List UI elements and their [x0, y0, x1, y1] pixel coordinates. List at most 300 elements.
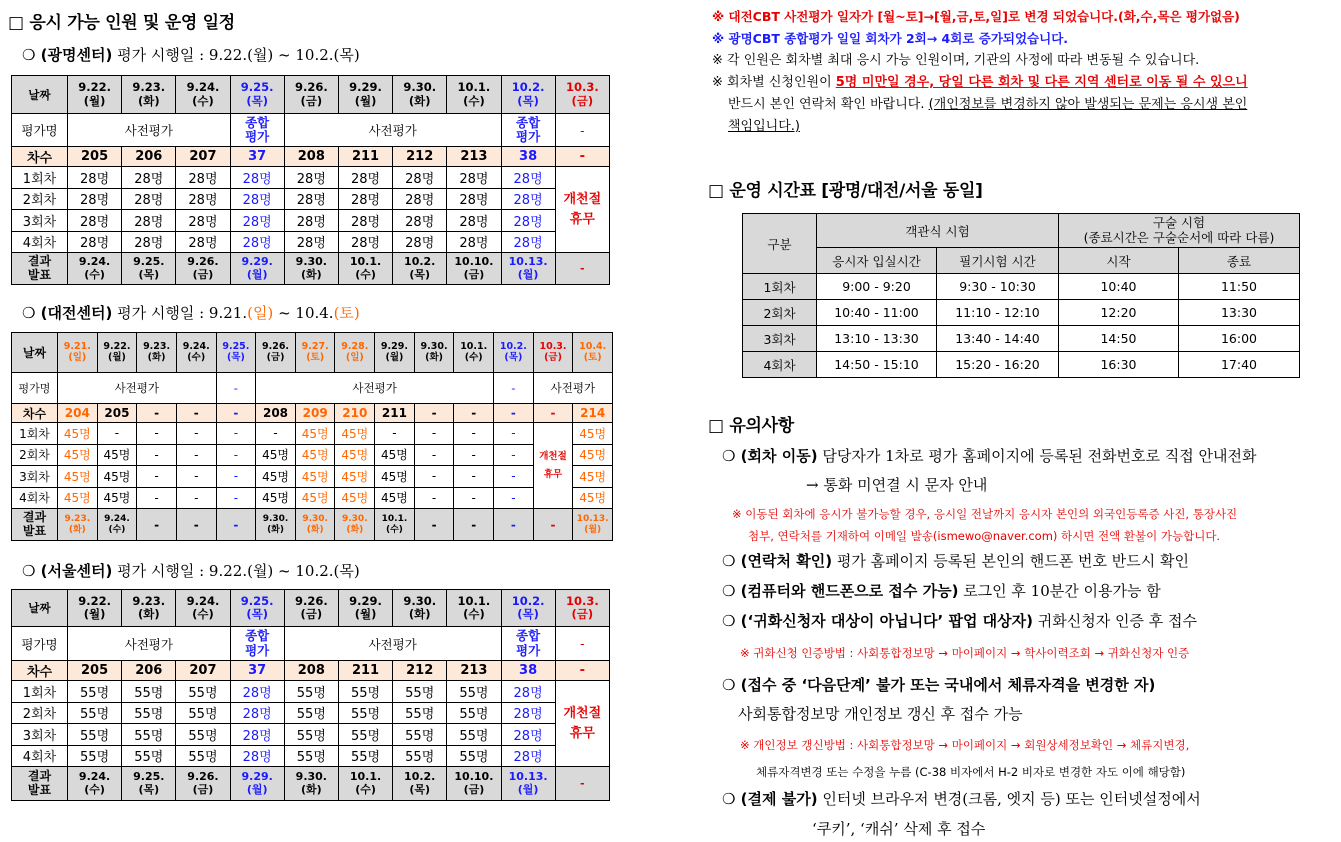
cap-cell: - — [216, 423, 256, 445]
result-cell: 9.26. (금) — [176, 767, 230, 801]
round-cell: 212 — [393, 661, 447, 681]
daejeon-heading — [22, 302, 360, 323]
caution-update-note-2: 체류자격변경 또는 수정을 누름 (C-38 비자에서 H-2 비자로 변경한 자도 이에 해당함) — [756, 765, 1186, 779]
cap-cell: 55명 — [68, 681, 122, 703]
cap-cell: 55명 — [176, 681, 230, 703]
cap-cell: 28명 — [230, 724, 284, 746]
date-cell: 9.29. (월) — [375, 333, 415, 373]
pre-eval-cell: 사전평가 — [58, 373, 217, 404]
ops-cell: 17:40 — [1179, 352, 1300, 378]
round-row — [12, 661, 610, 681]
ops-cell: 4회차 — [743, 352, 817, 378]
cap-cell: - — [176, 444, 216, 466]
date-cell: 10.3. (금) — [533, 333, 573, 373]
eval-name-label: 평가명 — [12, 627, 68, 661]
round-cell: 211 — [338, 661, 392, 681]
cap-cell: 55명 — [122, 745, 176, 767]
cap-cell: 28명 — [338, 167, 392, 189]
caution-item-contact: ❍ (연락처 확인) 평가 홈페이지 등록된 본인의 핸드폰 번호 반드시 확인 — [722, 552, 1189, 570]
ops-cell: 15:20 - 16:20 — [937, 352, 1059, 378]
cap-cell: - — [414, 423, 454, 445]
cap-cell: 45명 — [573, 444, 613, 466]
seoul-period: 평가 시행일 : 9.22.(월) ~ 10.2.(목) — [112, 562, 360, 580]
seoul-schedule-table — [11, 589, 610, 801]
date-cell: 9.30. (화) — [393, 590, 447, 627]
comp-eval-cell: 종합 평가 — [230, 114, 284, 147]
ops-cell: 12:20 — [1059, 300, 1179, 326]
date-cell: 9.25. (목) — [230, 590, 284, 627]
date-cell: 9.24. (수) — [176, 76, 230, 114]
ops-row — [743, 274, 1300, 300]
session-row — [12, 466, 613, 488]
session-label: 2회차 — [12, 444, 58, 466]
cap-cell: 28명 — [501, 745, 555, 767]
date-cell: 9.22. (월) — [97, 333, 137, 373]
cap-cell: 45명 — [58, 444, 98, 466]
cap-cell: 28명 — [284, 210, 338, 232]
date-label: 날짜 — [12, 333, 58, 373]
cap-cell: 45명 — [375, 487, 415, 509]
cap-cell: 55명 — [393, 702, 447, 724]
session-label: 2회차 — [12, 188, 68, 210]
round-cell: - — [494, 404, 534, 423]
session-label: 3회차 — [12, 210, 68, 232]
round-cell: 213 — [447, 147, 501, 167]
dash-cell: - — [555, 627, 609, 661]
cap-cell: - — [375, 423, 415, 445]
notice-move: ※ 회차별 신청인원이 5명 미만일 경우, 당일 다른 회차 및 다른 지역 센터로 이동 될 수 있으니 — [712, 75, 1248, 90]
result-cell: 9.24. (수) — [68, 253, 122, 285]
result-cell: 9.29. (월) — [230, 253, 284, 285]
cap-cell: 45명 — [97, 487, 137, 509]
session-label: 1회차 — [12, 167, 68, 189]
cap-cell: 45명 — [335, 466, 375, 488]
date-cell: 10.2. (목) — [494, 333, 534, 373]
cap-cell: 55명 — [284, 745, 338, 767]
ops-cell: 13:30 — [1179, 300, 1300, 326]
result-cell: 9.24. (수) — [97, 509, 137, 541]
cap-cell: - — [414, 466, 454, 488]
round-cell: 213 — [447, 661, 501, 681]
ops-cell: 13:10 - 13:30 — [817, 326, 937, 352]
cap-cell: 55명 — [176, 702, 230, 724]
round-cell: - — [137, 404, 177, 423]
cap-cell: 55명 — [68, 702, 122, 724]
ops-cell: 14:50 - 15:10 — [817, 352, 937, 378]
result-cell: 10.1. (수) — [375, 509, 415, 541]
ops-row — [743, 326, 1300, 352]
cap-cell: 28명 — [338, 231, 392, 253]
cap-cell: 28명 — [176, 231, 230, 253]
ops-cell: 14:50 — [1059, 326, 1179, 352]
date-cell: 9.22. (월) — [68, 590, 122, 627]
cap-cell: 28명 — [393, 167, 447, 189]
cap-cell: - — [176, 487, 216, 509]
cap-cell: - — [454, 444, 494, 466]
ops-col: 종료 — [1179, 248, 1300, 274]
cap-cell: 28명 — [501, 188, 555, 210]
ops-cell: 3회차 — [743, 326, 817, 352]
cap-cell: - — [216, 444, 256, 466]
cap-cell: 28명 — [284, 167, 338, 189]
cap-cell: 28명 — [393, 210, 447, 232]
cap-cell: - — [137, 444, 177, 466]
cap-cell: 28명 — [501, 681, 555, 703]
cap-cell: 28명 — [501, 210, 555, 232]
caution-item-device: ❍ (컴퓨터와 핸드폰으로 접수 가능) 로그인 후 10분간 이용가능 함 — [722, 582, 1161, 600]
session-label: 3회차 — [12, 724, 68, 746]
ops-cell: 16:00 — [1179, 326, 1300, 352]
session-label: 4회차 — [12, 487, 58, 509]
cap-cell: 28명 — [393, 188, 447, 210]
dash-cell: - — [555, 114, 609, 147]
cap-cell: 28명 — [230, 745, 284, 767]
round-cell: 207 — [176, 661, 230, 681]
date-label: 날짜 — [12, 76, 68, 114]
round-cell: 37 — [230, 661, 284, 681]
cap-cell: - — [454, 466, 494, 488]
cap-cell: 55명 — [176, 724, 230, 746]
ops-cell: 11:10 - 12:10 — [937, 300, 1059, 326]
cap-cell: 45명 — [256, 487, 296, 509]
result-cell: 9.25. (목) — [122, 767, 176, 801]
result-cell: 10.13. (월) — [501, 253, 555, 285]
pre-eval-cell: 사전평가 — [68, 627, 231, 661]
session-row — [12, 724, 610, 746]
round-cell: - — [454, 404, 494, 423]
cap-cell: 45명 — [58, 466, 98, 488]
date-cell: 9.24. (수) — [176, 590, 230, 627]
date-cell: 10.1. (수) — [447, 76, 501, 114]
date-cell: 9.21. (일) — [58, 333, 98, 373]
comp-eval-cell: 종합 평가 — [501, 114, 555, 147]
round-cell: 211 — [375, 404, 415, 423]
session-row — [12, 423, 613, 445]
caution-refund-note-2: 첨부, 연락처를 기재하여 이메일 발송(ismewo@naver.com) 하시면 전액 환불이 가능합니다. — [748, 529, 1221, 543]
round-cell: 208 — [284, 147, 338, 167]
cap-cell: 28명 — [68, 210, 122, 232]
daejeon-period-c: ~ 10.4. — [273, 304, 334, 322]
session-row — [12, 702, 610, 724]
date-cell: 10.3. (금) — [555, 590, 609, 627]
cap-cell: 55명 — [338, 702, 392, 724]
cap-cell: 28명 — [284, 188, 338, 210]
date-cell: 9.23. (화) — [122, 76, 176, 114]
cap-cell: - — [216, 487, 256, 509]
ops-row — [743, 352, 1300, 378]
pre-eval-cell: 사전평가 — [284, 627, 501, 661]
date-cell: 9.23. (화) — [137, 333, 177, 373]
cap-cell: 55명 — [122, 702, 176, 724]
cap-cell: 28명 — [230, 167, 284, 189]
caution-item-move: ❍ (회차 이동) 담당자가 1차로 평가 홈페이지에 등록된 전화번호로 직접 안내전화 — [722, 447, 1257, 465]
cap-cell: - — [216, 466, 256, 488]
result-cell: 9.30. (화) — [284, 253, 338, 285]
eval-name-row — [12, 627, 610, 661]
round-label: 차수 — [12, 404, 58, 423]
ops-subheader-row — [743, 248, 1300, 274]
ops-col: 응시자 입실시간 — [817, 248, 937, 274]
round-cell: 205 — [68, 147, 122, 167]
ops-col: 시작 — [1059, 248, 1179, 274]
date-cell: 9.22. (월) — [68, 76, 122, 114]
date-cell: 9.27. (토) — [295, 333, 335, 373]
cap-cell: 28명 — [122, 210, 176, 232]
round-cell: - — [555, 147, 609, 167]
cap-cell: 55명 — [284, 681, 338, 703]
gwangmyeong-heading — [22, 44, 360, 65]
session-label: 3회차 — [12, 466, 58, 488]
session-label: 4회차 — [12, 231, 68, 253]
cap-cell: - — [137, 466, 177, 488]
cap-cell: 55명 — [393, 745, 447, 767]
cap-cell: 55명 — [284, 724, 338, 746]
ops-cell: 2회차 — [743, 300, 817, 326]
cap-cell: 28명 — [447, 210, 501, 232]
ops-gubun: 구분 — [743, 214, 817, 274]
result-cell: 9.26. (금) — [176, 253, 230, 285]
round-label: 차수 — [12, 147, 68, 167]
date-cell: 9.24. (수) — [176, 333, 216, 373]
round-cell: 37 — [230, 147, 284, 167]
cap-cell: 28명 — [230, 210, 284, 232]
round-cell: 204 — [58, 404, 98, 423]
cap-cell: 45명 — [573, 487, 613, 509]
result-cell: - — [494, 509, 534, 541]
cap-cell: 28명 — [501, 167, 555, 189]
cap-cell: - — [137, 487, 177, 509]
result-cell: - — [555, 253, 609, 285]
session-row — [12, 210, 610, 232]
ops-row — [743, 300, 1300, 326]
result-cell: - — [137, 509, 177, 541]
result-cell: - — [414, 509, 454, 541]
ops-cell: 9:00 - 9:20 — [817, 274, 937, 300]
date-row — [12, 333, 613, 373]
result-cell: 9.30. (화) — [295, 509, 335, 541]
cap-cell: - — [256, 423, 296, 445]
round-cell: - — [533, 404, 573, 423]
cap-cell: 28명 — [176, 210, 230, 232]
cap-cell: 28명 — [122, 167, 176, 189]
cap-cell: 28명 — [284, 231, 338, 253]
cap-cell: 45명 — [335, 487, 375, 509]
date-cell: 9.25. (목) — [230, 76, 284, 114]
cap-cell: - — [414, 444, 454, 466]
session-row — [12, 487, 613, 509]
cap-cell: 28명 — [122, 188, 176, 210]
cap-cell: 28명 — [447, 167, 501, 189]
result-cell: 10.10. (금) — [447, 767, 501, 801]
notice-block — [712, 6, 1248, 138]
result-cell: 10.13. (월) — [573, 509, 613, 541]
cap-cell: - — [494, 444, 534, 466]
cap-cell: 28명 — [338, 210, 392, 232]
result-cell: 9.30. (화) — [284, 767, 338, 801]
caution-item-payment-sub: ‘쿠키’, ‘캐쉬’ 삭제 후 접수 — [812, 820, 986, 838]
session-row — [12, 444, 613, 466]
date-cell: 9.30. (화) — [393, 76, 447, 114]
cap-cell: 28명 — [501, 231, 555, 253]
cap-cell: 55명 — [447, 745, 501, 767]
session-row — [12, 188, 610, 210]
seoul-label: ❍ (서울센터) — [22, 562, 113, 580]
cap-cell: 55명 — [68, 724, 122, 746]
comp-eval-cell: 종합 평가 — [230, 627, 284, 661]
cap-cell: 45명 — [375, 444, 415, 466]
cap-cell: 45명 — [335, 423, 375, 445]
caution-title: □ 유의사항 — [708, 416, 794, 436]
result-label: 결과 발표 — [12, 253, 68, 285]
round-cell: 207 — [176, 147, 230, 167]
cap-cell: 45명 — [335, 444, 375, 466]
round-row — [12, 147, 610, 167]
result-cell: 10.2. (목) — [393, 253, 447, 285]
gwangmyeong-schedule-table — [11, 75, 610, 285]
cap-cell: - — [454, 487, 494, 509]
result-cell: - — [216, 509, 256, 541]
cap-cell: 28명 — [393, 231, 447, 253]
result-cell: 9.25. (목) — [122, 253, 176, 285]
result-cell: 10.1. (수) — [338, 253, 392, 285]
cap-cell: 45명 — [375, 466, 415, 488]
caution-item-payment: ❍ (결제 불가) 인터넷 브라우저 변경(크롬, 엣지 등) 또는 인터넷설정에서 — [722, 790, 1201, 808]
cap-cell: 45명 — [573, 466, 613, 488]
page-title: □ 응시 가능 인원 및 운영 일정 — [8, 13, 235, 33]
ops-title: □ 운영 시간표 [광명/대전/서울 동일] — [708, 181, 983, 201]
date-label: 날짜 — [12, 590, 68, 627]
notice-responsibility: 책임입니다.) — [728, 119, 800, 134]
round-cell: - — [216, 404, 256, 423]
pre-eval-cell: 사전평가 — [284, 114, 501, 147]
round-row — [12, 404, 613, 423]
round-cell: 210 — [335, 404, 375, 423]
cap-cell: 55명 — [447, 724, 501, 746]
date-cell: 10.1. (수) — [454, 333, 494, 373]
caution-item-next-step-sub: 사회통합정보망 개인정보 갱신 후 접수 가능 — [738, 705, 1023, 723]
cap-cell: 28명 — [68, 167, 122, 189]
caution-item-move-sub: → 통화 미연결 시 문자 안내 — [806, 476, 988, 494]
round-cell: 214 — [573, 404, 613, 423]
daejeon-schedule-table — [11, 332, 613, 541]
cap-cell: 28명 — [501, 724, 555, 746]
seoul-heading — [22, 560, 360, 581]
date-row — [12, 76, 610, 114]
date-cell: 9.29. (월) — [338, 590, 392, 627]
result-cell: 9.24. (수) — [68, 767, 122, 801]
round-cell: 208 — [284, 661, 338, 681]
result-cell: 10.2. (목) — [393, 767, 447, 801]
cap-cell: 45명 — [97, 444, 137, 466]
cap-cell: 28명 — [176, 188, 230, 210]
eval-name-label: 평가명 — [12, 373, 58, 404]
caution-naturalization-note: ※ 귀화신청 인증방법 : 사회통합정보망 → 마이페이지 → 학사이력조회 → 귀화신청자 인증 — [740, 646, 1190, 660]
gwangmyeong-period: 평가 시행일 : 9.22.(월) ~ 10.2.(목) — [112, 46, 360, 64]
result-cell: 9.23. (화) — [58, 509, 98, 541]
cap-cell: 28명 — [338, 188, 392, 210]
session-label: 1회차 — [12, 681, 68, 703]
caution-item-naturalization: ❍ (‘귀화신청자 대상이 아닙니다’ 팝업 대상자) 귀화신청자 인증 후 접수 — [722, 612, 1197, 630]
result-cell: 9.29. (월) — [230, 767, 284, 801]
date-cell: 9.23. (화) — [122, 590, 176, 627]
result-cell: 10.10. (금) — [447, 253, 501, 285]
cap-cell: 55명 — [338, 681, 392, 703]
cap-cell: 55명 — [122, 724, 176, 746]
round-cell: - — [555, 661, 609, 681]
pre-eval-cell: 사전평가 — [68, 114, 231, 147]
date-cell: 9.26. (금) — [284, 76, 338, 114]
round-cell: 206 — [122, 147, 176, 167]
date-cell: 9.29. (월) — [338, 76, 392, 114]
cap-cell: - — [176, 423, 216, 445]
caution-item-next-step: ❍ (접수 중 ‘다음단계’ 불가 또는 국내에서 체류자격을 변경한 자) — [722, 676, 1156, 694]
pre-eval-cell: 사전평가 — [533, 373, 612, 404]
result-label: 결과 발표 — [12, 509, 58, 541]
daejeon-label: ❍ (대전센터) — [22, 304, 113, 322]
date-cell: 10.3. (금) — [555, 76, 609, 114]
date-cell: 9.25. (목) — [216, 333, 256, 373]
round-cell: 211 — [338, 147, 392, 167]
cap-cell: - — [454, 423, 494, 445]
result-cell: 9.30. (화) — [256, 509, 296, 541]
cap-cell: - — [176, 466, 216, 488]
session-row — [12, 167, 610, 189]
date-cell: 10.4. (토) — [573, 333, 613, 373]
cap-cell: 28명 — [447, 188, 501, 210]
ops-cell: 1회차 — [743, 274, 817, 300]
cap-cell: 28명 — [230, 231, 284, 253]
eval-name-row — [12, 114, 610, 147]
round-cell: 38 — [501, 661, 555, 681]
round-cell: - — [176, 404, 216, 423]
result-cell: - — [555, 767, 609, 801]
cap-cell: 55명 — [122, 681, 176, 703]
cap-cell: 55명 — [176, 745, 230, 767]
daejeon-period-d: (토) — [333, 304, 360, 322]
cap-cell: 28명 — [230, 681, 284, 703]
cap-cell: 28명 — [501, 702, 555, 724]
round-cell: 38 — [501, 147, 555, 167]
cap-cell: 28명 — [68, 231, 122, 253]
cap-cell: 45명 — [58, 423, 98, 445]
round-cell: - — [414, 404, 454, 423]
result-row — [12, 767, 610, 801]
eval-name-row — [12, 373, 613, 404]
ops-header-row — [743, 214, 1300, 248]
date-cell: 9.26. (금) — [284, 590, 338, 627]
eval-name-label: 평가명 — [12, 114, 68, 147]
result-cell: 9.30. (화) — [335, 509, 375, 541]
holiday-cell: 개천절 휴무 — [533, 423, 573, 509]
round-cell: 206 — [122, 661, 176, 681]
round-cell: 205 — [68, 661, 122, 681]
date-cell: 10.2. (목) — [501, 76, 555, 114]
cap-cell: 28명 — [447, 231, 501, 253]
comp-eval-cell: 종합 평가 — [501, 627, 555, 661]
cap-cell: - — [494, 487, 534, 509]
cap-cell: - — [414, 487, 454, 509]
cap-cell: 45명 — [295, 487, 335, 509]
cap-cell: - — [494, 466, 534, 488]
date-row — [12, 590, 610, 627]
ops-objective: 객관식 시험 — [817, 214, 1059, 248]
cap-cell: 55명 — [393, 724, 447, 746]
cap-cell: 55명 — [447, 681, 501, 703]
date-cell: 10.2. (목) — [501, 590, 555, 627]
ops-cell: 16:30 — [1059, 352, 1179, 378]
result-row — [12, 253, 610, 285]
round-cell: 205 — [97, 404, 137, 423]
